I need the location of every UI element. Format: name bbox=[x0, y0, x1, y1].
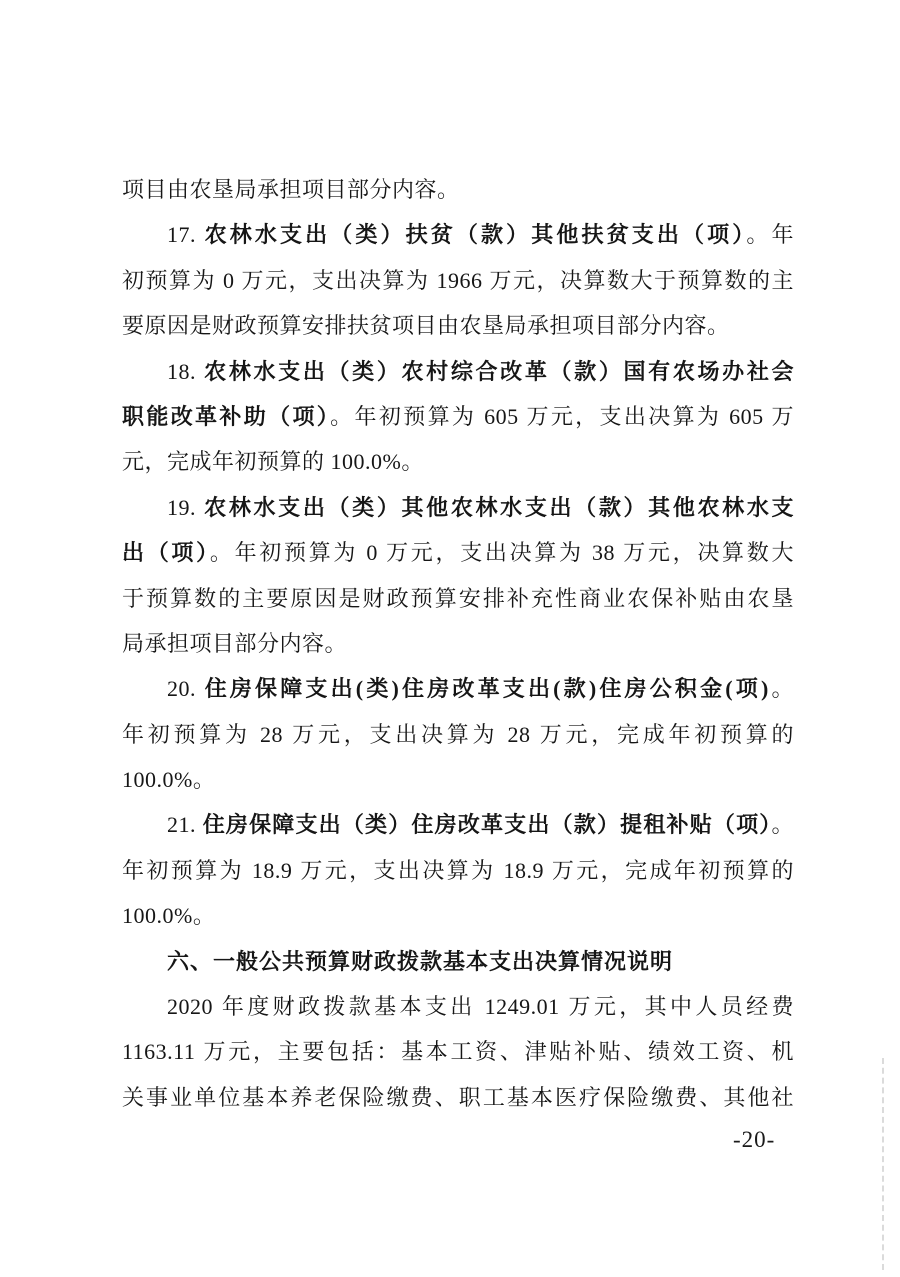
body-text: 。年 bbox=[746, 222, 794, 248]
body-text: 要原因是财政预算安排扶贫项目由农垦局承担项目部分内容。 bbox=[122, 313, 730, 339]
bold-text: 农林水支出（类）其他农林水支出（款）其他农林水支 bbox=[204, 494, 794, 520]
scan-artifact-line bbox=[882, 1058, 884, 1270]
page-number: -20- bbox=[733, 1127, 776, 1152]
para-basic-expenditure-line-3 bbox=[122, 1075, 794, 1120]
para-basic-expenditure-line-1 bbox=[122, 984, 794, 1029]
body-text: 21. bbox=[167, 812, 203, 838]
body-text: 100.0%。 bbox=[122, 903, 216, 929]
para-item19-line-3 bbox=[122, 576, 794, 621]
body-text: 。 bbox=[771, 812, 794, 838]
para-item20-line-3 bbox=[122, 757, 794, 802]
document-body bbox=[122, 167, 794, 1120]
body-text: 局承担项目部分内容。 bbox=[122, 630, 348, 656]
body-text: 于预算数的主要原因是财政预算安排补充性商业农保补贴由农垦 bbox=[122, 585, 794, 611]
body-text: 年初预算为 28 万元，支出决算为 28 万元，完成年初预算的 bbox=[122, 721, 794, 747]
para-item17-line-2 bbox=[122, 258, 794, 303]
para-item17-line-1 bbox=[122, 212, 794, 257]
para-item21-line-1 bbox=[122, 802, 794, 847]
body-text: 关事业单位基本养老保险缴费、职工基本医疗保险缴费、其他社 bbox=[122, 1084, 794, 1110]
body-text: 年初预算为 18.9 万元，支出决算为 18.9 万元，完成年初预算的 bbox=[122, 857, 794, 883]
body-text: 2020 年度财政拨款基本支出 1249.01 万元，其中人员经费 bbox=[167, 994, 794, 1020]
body-text: 。 bbox=[768, 676, 794, 702]
bold-text: 六、一般公共预算财政拨款基本支出决算情况说明 bbox=[167, 948, 674, 974]
para-item19-line-1 bbox=[122, 485, 794, 530]
bold-text: 农林水支出（类）农村综合改革（款）国有农场办社会 bbox=[204, 358, 794, 384]
para-item21-line-2 bbox=[122, 848, 794, 893]
body-text: 项目由农垦局承担项目部分内容。 bbox=[122, 177, 460, 202]
body-text: 19. bbox=[167, 494, 205, 520]
body-text: 。年初预算为 605 万元，支出决算为 605 万 bbox=[330, 403, 794, 429]
bold-text: 住房保障支出（类）住房改革支出（款）提租补贴（项） bbox=[202, 812, 772, 838]
para-item19-line-4 bbox=[122, 621, 794, 666]
body-text: 初预算为 0 万元，支出决算为 1966 万元，决算数大于预算数的主 bbox=[122, 267, 794, 293]
bold-text: 职能改革补助（项） bbox=[122, 403, 331, 429]
body-text: 1163.11 万元，主要包括：基本工资、津贴补贴、绩效工资、机 bbox=[122, 1039, 794, 1065]
para-item16-continuation-line-1 bbox=[122, 167, 794, 212]
body-text: 20. bbox=[167, 676, 205, 702]
body-text: 17. bbox=[167, 222, 205, 248]
para-basic-expenditure-line-2 bbox=[122, 1029, 794, 1074]
para-item18-line-2 bbox=[122, 394, 794, 439]
para-item18-line-1 bbox=[122, 349, 794, 394]
body-text: 100.0%。 bbox=[122, 767, 216, 793]
section-6-heading-line-1 bbox=[122, 939, 794, 984]
para-item20-line-2 bbox=[122, 712, 794, 757]
body-text: 元，完成年初预算的 100.0%。 bbox=[122, 449, 424, 475]
para-item19-line-2 bbox=[122, 530, 794, 575]
para-item20-line-1 bbox=[122, 666, 794, 711]
para-item17-line-3 bbox=[122, 303, 794, 348]
body-text: 。年初预算为 0 万元，支出决算为 38 万元，决算数大 bbox=[209, 540, 794, 566]
para-item18-line-3 bbox=[122, 439, 794, 484]
bold-text: 出（项） bbox=[122, 540, 210, 566]
para-item21-line-3 bbox=[122, 893, 794, 938]
bold-text: 农林水支出（类）扶贫（款）其他扶贫支出（项） bbox=[204, 222, 747, 248]
bold-text: 住房保障支出(类)住房改革支出(款)住房公积金(项) bbox=[204, 676, 769, 702]
body-text: 18. bbox=[167, 358, 205, 384]
